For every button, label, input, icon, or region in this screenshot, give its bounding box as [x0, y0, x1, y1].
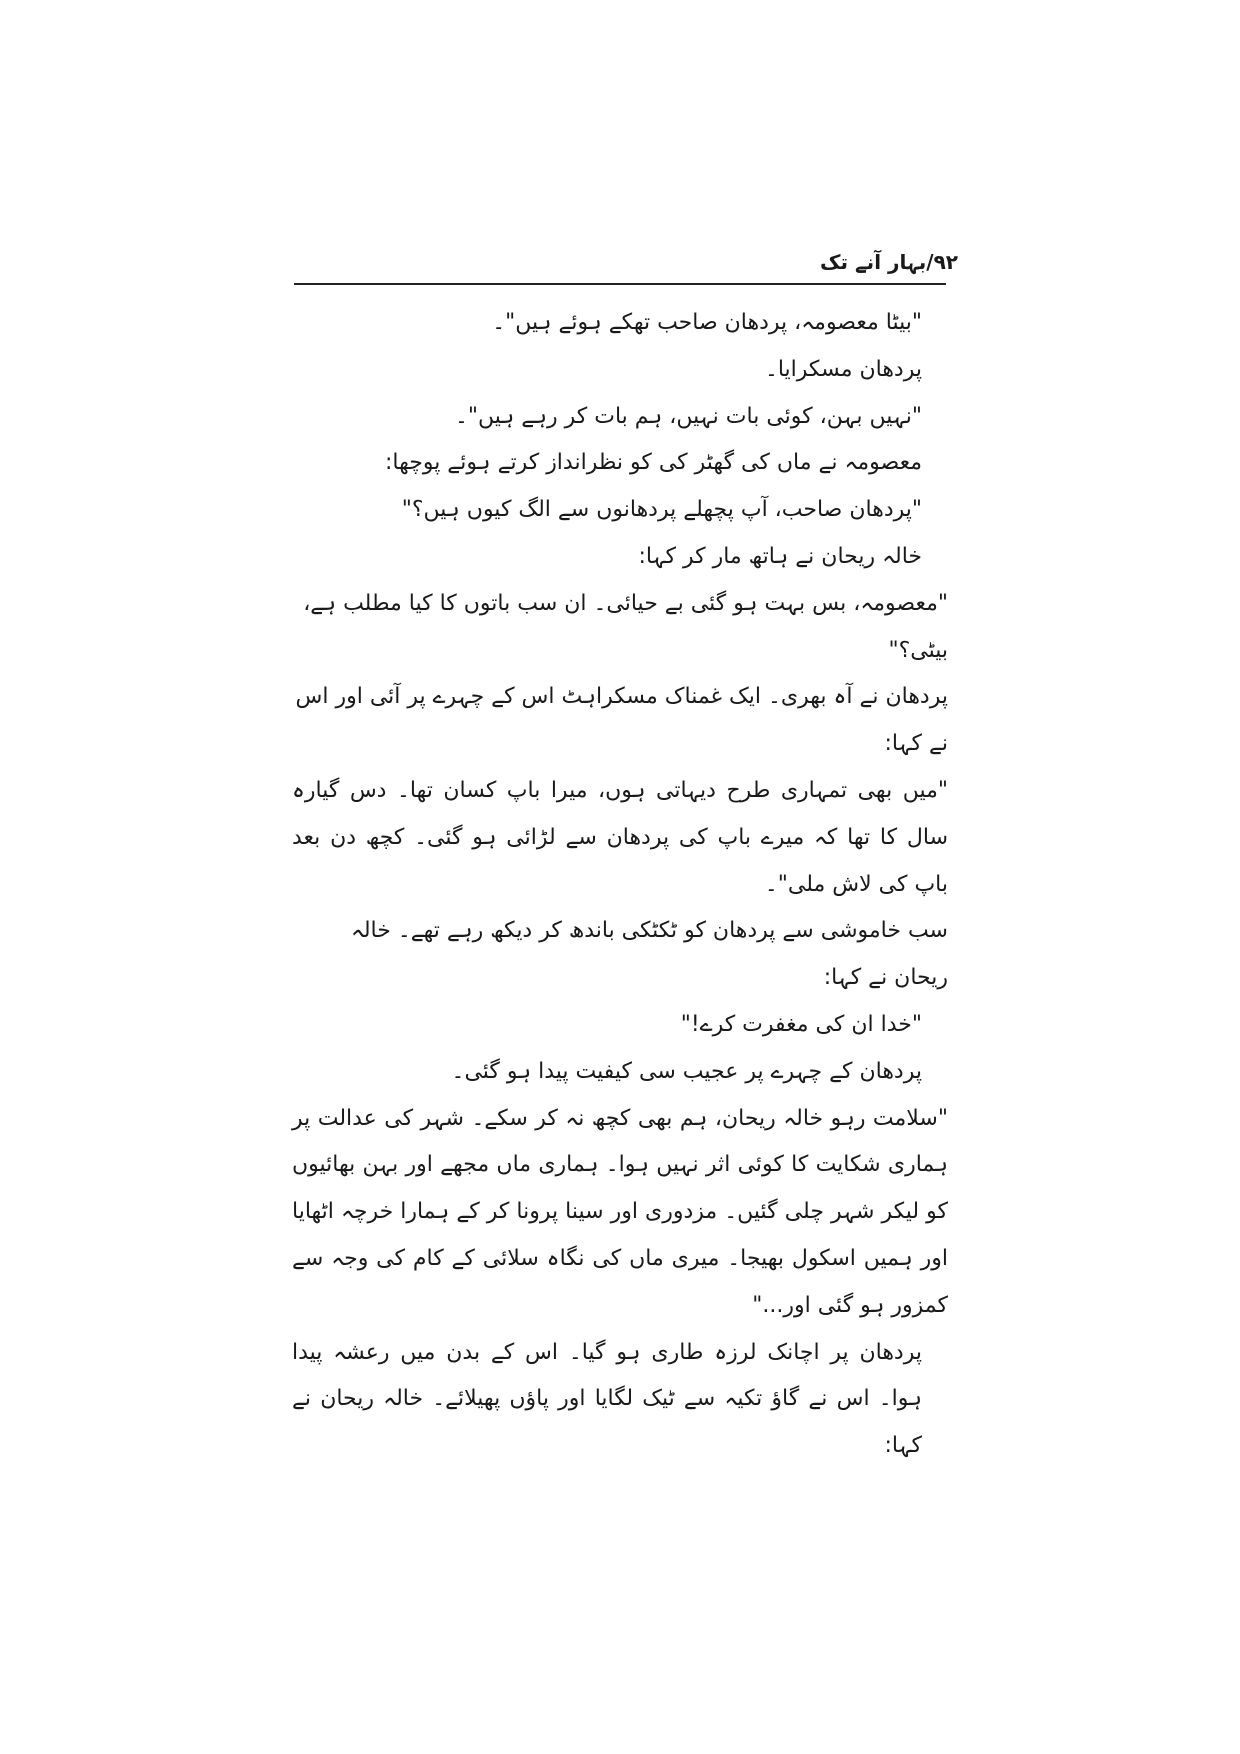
- paragraph: "خدا ان کی مغفرت کرے!": [680, 1011, 922, 1037]
- running-head: ۹۲/بہار آنے تک: [820, 250, 958, 274]
- paragraph: پردھان نے آہ بھری۔ ایک غمناک مسکراہٹ اس کے چہرے پر آئی اور اس نے کہا:: [295, 684, 948, 757]
- paragraph: "سلامت رہو خالہ ریحان، ہم بھی کچھ نہ کر سکے۔ شہر کی عدالت پر ہماری شکایت کا کوئی اثر نہیں ہوا۔ ہماری ماں مجھے اور بہن بھائیوں کو لیکر شہر چلی گئیں۔ مزدوری اور سینا پرونا کر کے ہمارا خرچہ اٹھایا اور ہمیں اسکول بھیجا۔ میری ماں کی نگاہ سلائی کے کام کی وجہ سے کمزور ہو گئی اور...": [292, 1105, 948, 1318]
- paragraph: سب خاموشی سے پردھان کو ٹکٹکی باندھ کر دیکھ رہے تھے۔ خالہ ریحان نے کہا:: [350, 918, 948, 991]
- body-text: [292, 300, 948, 1470]
- header-rule: [294, 283, 946, 285]
- paragraph: "معصومہ، بس بہت ہو گئی بے حیائی۔ ان سب باتوں کا کیا مطلب ہے، بیٹی؟": [303, 590, 948, 663]
- paragraph: پردھان کے چہرے پر عجیب سی کیفیت پیدا ہو گئی۔: [451, 1058, 922, 1084]
- paragraph: پردھان مسکرایا۔: [764, 356, 922, 382]
- paragraph: "پردھان صاحب، آپ پچھلے پردھانوں سے الگ کیوں ہیں؟": [401, 497, 922, 523]
- paragraph: "نہیں بہن، کوئی بات نہیں، ہم بات کر رہے ہیں"۔: [454, 403, 922, 429]
- paragraph: معصومہ نے ماں کی گھٹر کی کو نظرانداز کرتے ہوئے پوچھا:: [384, 450, 922, 476]
- paragraph: "میں بھی تمہاری طرح دیہاتی ہوں، میرا باپ کسان تھا۔ دس گیارہ سال کا تھا کہ میرے باپ کی پردھان سے لڑائی ہو گئی۔ کچھ دن بعد باپ کی لاش ملی"۔: [292, 777, 948, 897]
- paragraph: پردھان پر اچانک لرزہ طاری ہو گیا۔ اس کے بدن میں رعشہ پیدا ہوا۔ اس نے گاؤ تکیہ سے ٹیک لگایا اور پاؤں پھیلائے۔ خالہ ریحان نے کہا:: [292, 1339, 922, 1459]
- paragraph: خالہ ریحان نے ہاتھ مار کر کہا:: [638, 543, 922, 569]
- paragraph: "بیٹا معصومہ، پردھان صاحب تھکے ہوئے ہیں"۔: [492, 310, 922, 335]
